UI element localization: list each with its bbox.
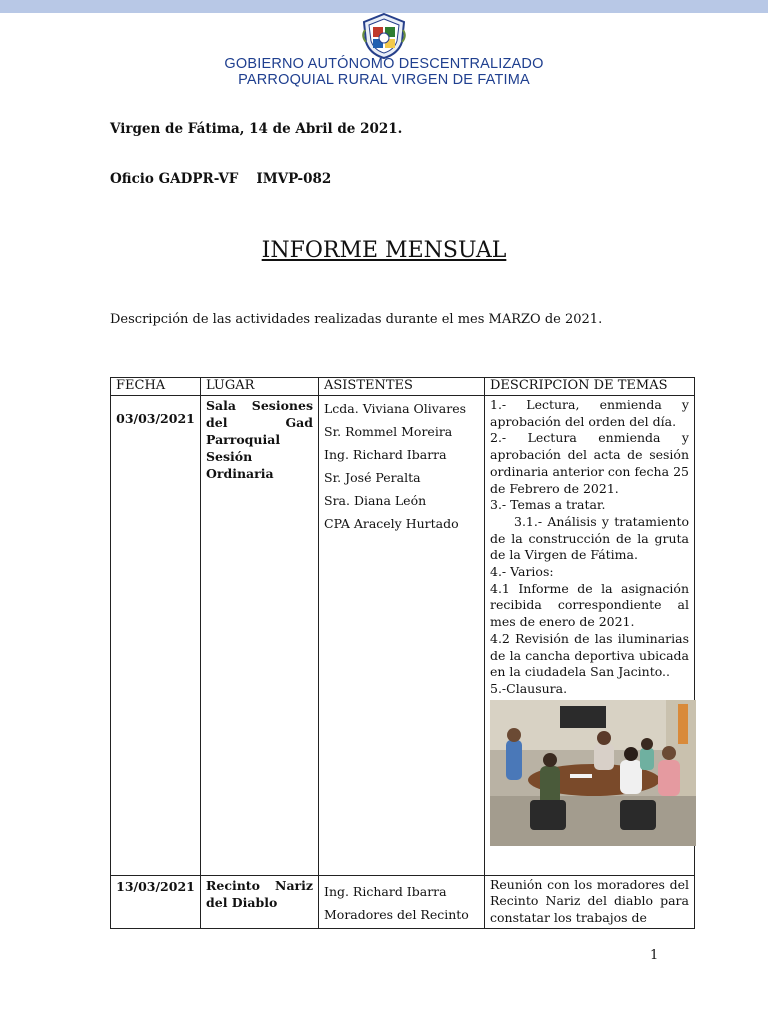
parish-coat-of-arms-icon (360, 12, 408, 60)
attendee: Sra. Diana León (324, 493, 427, 508)
oficio-number: IMVP-082 (256, 171, 332, 187)
tema-item: 1.- Lectura, enmienda y aprobación del orden del día. (490, 397, 689, 429)
meeting-photo (490, 700, 696, 846)
header-asistentes: ASISTENTES (319, 378, 485, 396)
page-number: 1 (650, 948, 659, 963)
activities-table (110, 377, 695, 929)
attendee: Ing. Richard Ibarra (324, 447, 447, 462)
tema-item: 4.2 Revisión de las iluminarias de la cancha deportiva ubicada en la ciudadela San Jacinto.. (490, 630, 689, 680)
tema-item: 3.- Temas a tratar. (490, 497, 606, 513)
organization-name-line1: GOBIERNO AUTÓNOMO DESCENTRALIZADO (224, 56, 544, 72)
oficio-label: Oficio GADPR-VF (110, 171, 239, 187)
header-descripcion: DESCRIPCION DE TEMAS (485, 378, 695, 396)
tema-item: 5.-Clausura. (490, 680, 568, 696)
header-lugar: LUGAR (201, 378, 319, 396)
report-description: Descripción de las actividades realizadas durante el mes MARZO de 2021. (110, 312, 603, 327)
oficio-reference (110, 171, 331, 187)
lugar-line: del Diablo (206, 894, 278, 910)
document-date: Virgen de Fátima, 14 de Abril de 2021. (110, 121, 403, 137)
tema-item: 4.- Varios: (490, 564, 554, 580)
row-asistentes (319, 875, 485, 928)
header-fecha: FECHA (111, 378, 201, 396)
table-row (111, 396, 695, 876)
table-header-row (111, 378, 695, 396)
row-temas (485, 396, 695, 876)
tema-item: Reunión con los moradores del Recinto Nariz del diablo para constatar los trabajos de (490, 876, 689, 926)
lugar-line: Sala Sesiones del Gad (206, 398, 313, 430)
attendee: Lcda. Viviana Olivares (324, 401, 467, 416)
row-asistentes (319, 396, 485, 876)
organization-name-line2: PARROQUIAL RURAL VIRGEN DE FATIMA (238, 72, 530, 88)
lugar-line: Ordinaria (206, 466, 274, 481)
attendee: CPA Aracely Hurtado (324, 516, 459, 531)
attendee: Moradores del Recinto (324, 906, 469, 922)
attendee: Sr. José Peralta (324, 470, 421, 485)
row-fecha: 03/03/2021 (111, 396, 201, 876)
table-row (111, 875, 695, 928)
lugar-line: Sesión (206, 449, 253, 464)
row-lugar (201, 396, 319, 876)
tema-item: 2.- Lectura enmienda y aprobación del acta de sesión ordinaria anterior con fecha 25 de Febrero de 2021. (490, 430, 689, 496)
lugar-line: Recinto Nariz (206, 877, 313, 893)
row-lugar (201, 875, 319, 928)
lugar-line: Parroquial (206, 432, 281, 447)
attendee: Sr. Rommel Moreira (324, 424, 453, 439)
tema-item: 3.1.- Análisis y tratamiento de la construcción de la gruta de la Virgen de Fátima. (490, 513, 689, 563)
row-fecha: 13/03/2021 (111, 875, 201, 928)
document-title: INFORME MENSUAL (261, 238, 507, 263)
row-temas (485, 875, 695, 928)
tema-item: 4.1 Informe de la asignación recibida correspondiente al mes de enero de 2021. (490, 580, 689, 630)
attendee: Ing. Richard Ibarra (324, 883, 447, 899)
